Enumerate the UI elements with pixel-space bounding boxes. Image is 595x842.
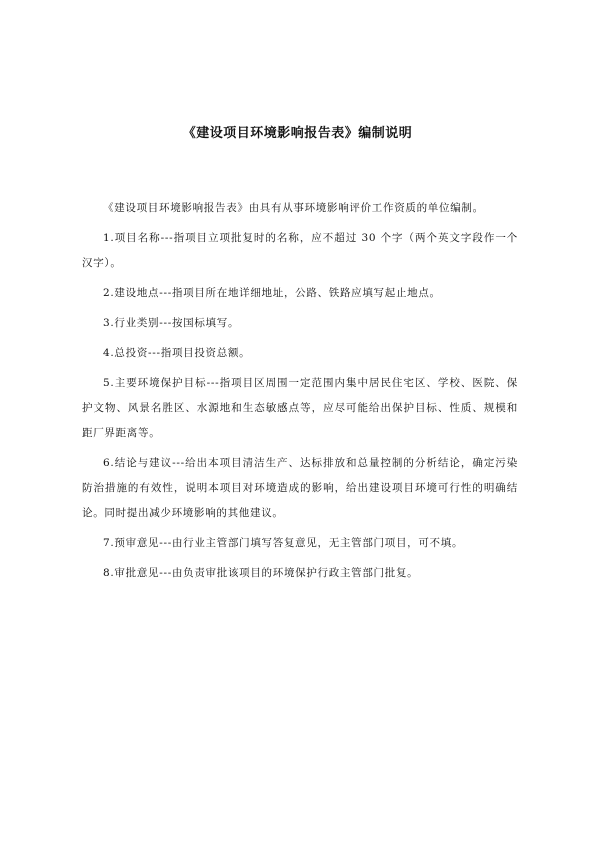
instructions-body bbox=[82, 196, 518, 591]
intro-paragraph: 《建设项目环境影响报告表》由具有从事环境影响评价工作资质的单位编制。 bbox=[103, 202, 484, 214]
item-pre-review-opinion: 7.预审意见---由行业主管部门填写答复意见，无主管部门项目，可不填。 bbox=[103, 537, 464, 549]
item-project-name: 1.项目名称---指项目立项批复时的名称，应不超过 30 个字（两个英文字段作一个汉字）。 bbox=[82, 232, 518, 269]
item-protection-targets: 5.主要环境保护目标---指项目区周围一定范围内集中居民住宅区、学校、医院、保护文物、风景名胜区、水源地和生态敏感点等，应尽可能给出保护目标、性质、规模和距厂界距离等。 bbox=[82, 377, 518, 439]
item-conclusions: 6.结论与建议---给出本项目清洁生产、达标排放和总量控制的分析结论，确定污染防治措施的有效性，说明本项目对环境造成的影响，给出建设项目环境可行性的明确结论。同时提出减少环境影响的其他建议。 bbox=[82, 457, 518, 519]
item-construction-site: 2.建设地点---指项目所在地详细地址，公路、铁路应填写起止地点。 bbox=[103, 287, 441, 299]
item-total-investment: 4.总投资---指项目投资总额。 bbox=[103, 347, 251, 359]
item-approval-opinion: 8.审批意见---由负责审批该项目的环境保护行政主管部门批复。 bbox=[103, 567, 419, 579]
item-industry-category: 3.行业类别---按国标填写。 bbox=[103, 317, 240, 329]
document-title: 《建设项目环境影响报告表》编制说明 bbox=[182, 126, 413, 141]
